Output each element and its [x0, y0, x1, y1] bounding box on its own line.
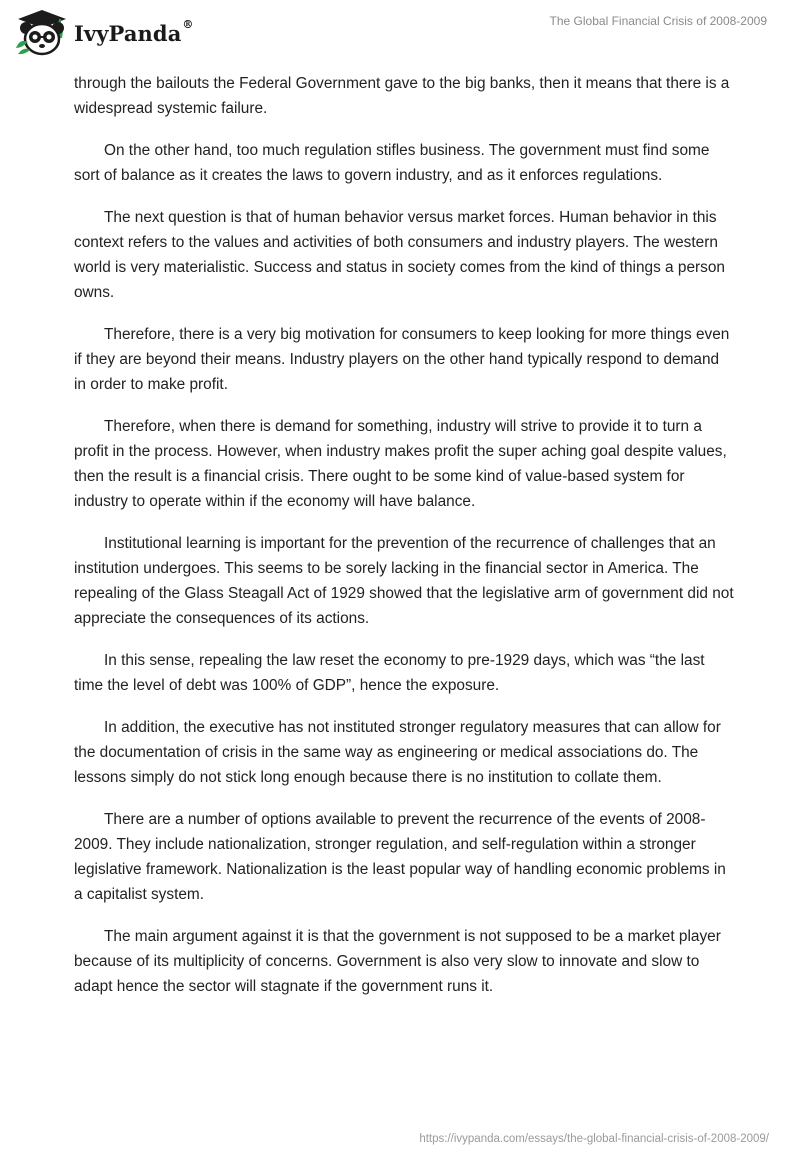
- page-header: [0, 0, 800, 70]
- panda-logo-icon: [14, 8, 70, 56]
- paragraph: In addition, the executive has not instituted stronger regulatory measures that can allow for the documentation of crisis in the same way as engineering or medical associations do. The lessons simply do not stick long enough because there is no institution to collate them.: [74, 719, 721, 786]
- brand-name: IvyPanda®: [74, 17, 194, 46]
- paragraph: through the bailouts the Federal Government gave to the big banks, then it means that there is a widespread systemic failure.: [74, 75, 730, 117]
- paragraph: The next question is that of human behavior versus market forces. Human behavior in this context refers to the values and activities of both consumers and industry players. The western world is very materialistic. Success and status in society comes from the kind of things a person owns.: [74, 209, 725, 301]
- paragraph: The main argument against it is that the government is not supposed to be a market player because of its multiplicity of concerns. Government is also very slow to innovate and slow to adapt hence the sector will stagnate if the government runs it.: [74, 928, 721, 995]
- source-url[interactable]: https://ivypanda.com/essays/the-global-financial-crisis-of-2008-2009/: [419, 1133, 769, 1145]
- paragraph: There are a number of options available to prevent the recurrence of the events of 2008-2009. They include nationalization, stronger regulation, and self-regulation within a stronger legislative framework. Nationalization is the least popular way of handling economic problems in a capitalist system.: [74, 811, 726, 903]
- paragraph: On the other hand, too much regulation stifles business. The government must find some sort of balance as it creates the laws to govern industry, and as it enforces regulations.: [74, 142, 710, 184]
- essay-body: [74, 71, 734, 1016]
- logo[interactable]: [14, 8, 194, 56]
- paragraph: Institutional learning is important for the prevention of the recurrence of challenges that an institution undergoes. This seems to be sorely lacking in the financial sector in America. The repealing of the Glass Steagall Act of 1929 showed that the legislative arm of government did not appreciate the consequences of its actions.: [74, 535, 734, 627]
- paragraph: Therefore, when there is demand for something, industry will strive to provide it to turn a profit in the process. However, when industry makes profit the super aching goal despite values, then the result is a financial crisis. There ought to be some kind of value-based system for industry to operate within if the economy will have balance.: [74, 418, 727, 510]
- paragraph: Therefore, there is a very big motivation for consumers to keep looking for more things even if they are beyond their means. Industry players on the other hand typically respond to demand in order to make profit.: [74, 326, 730, 393]
- paragraph: In this sense, repealing the law reset the economy to pre-1929 days, which was “the last time the level of debt was 100% of GDP”, hence the exposure.: [74, 652, 705, 694]
- document-title: The Global Financial Crisis of 2008-2009: [549, 14, 767, 28]
